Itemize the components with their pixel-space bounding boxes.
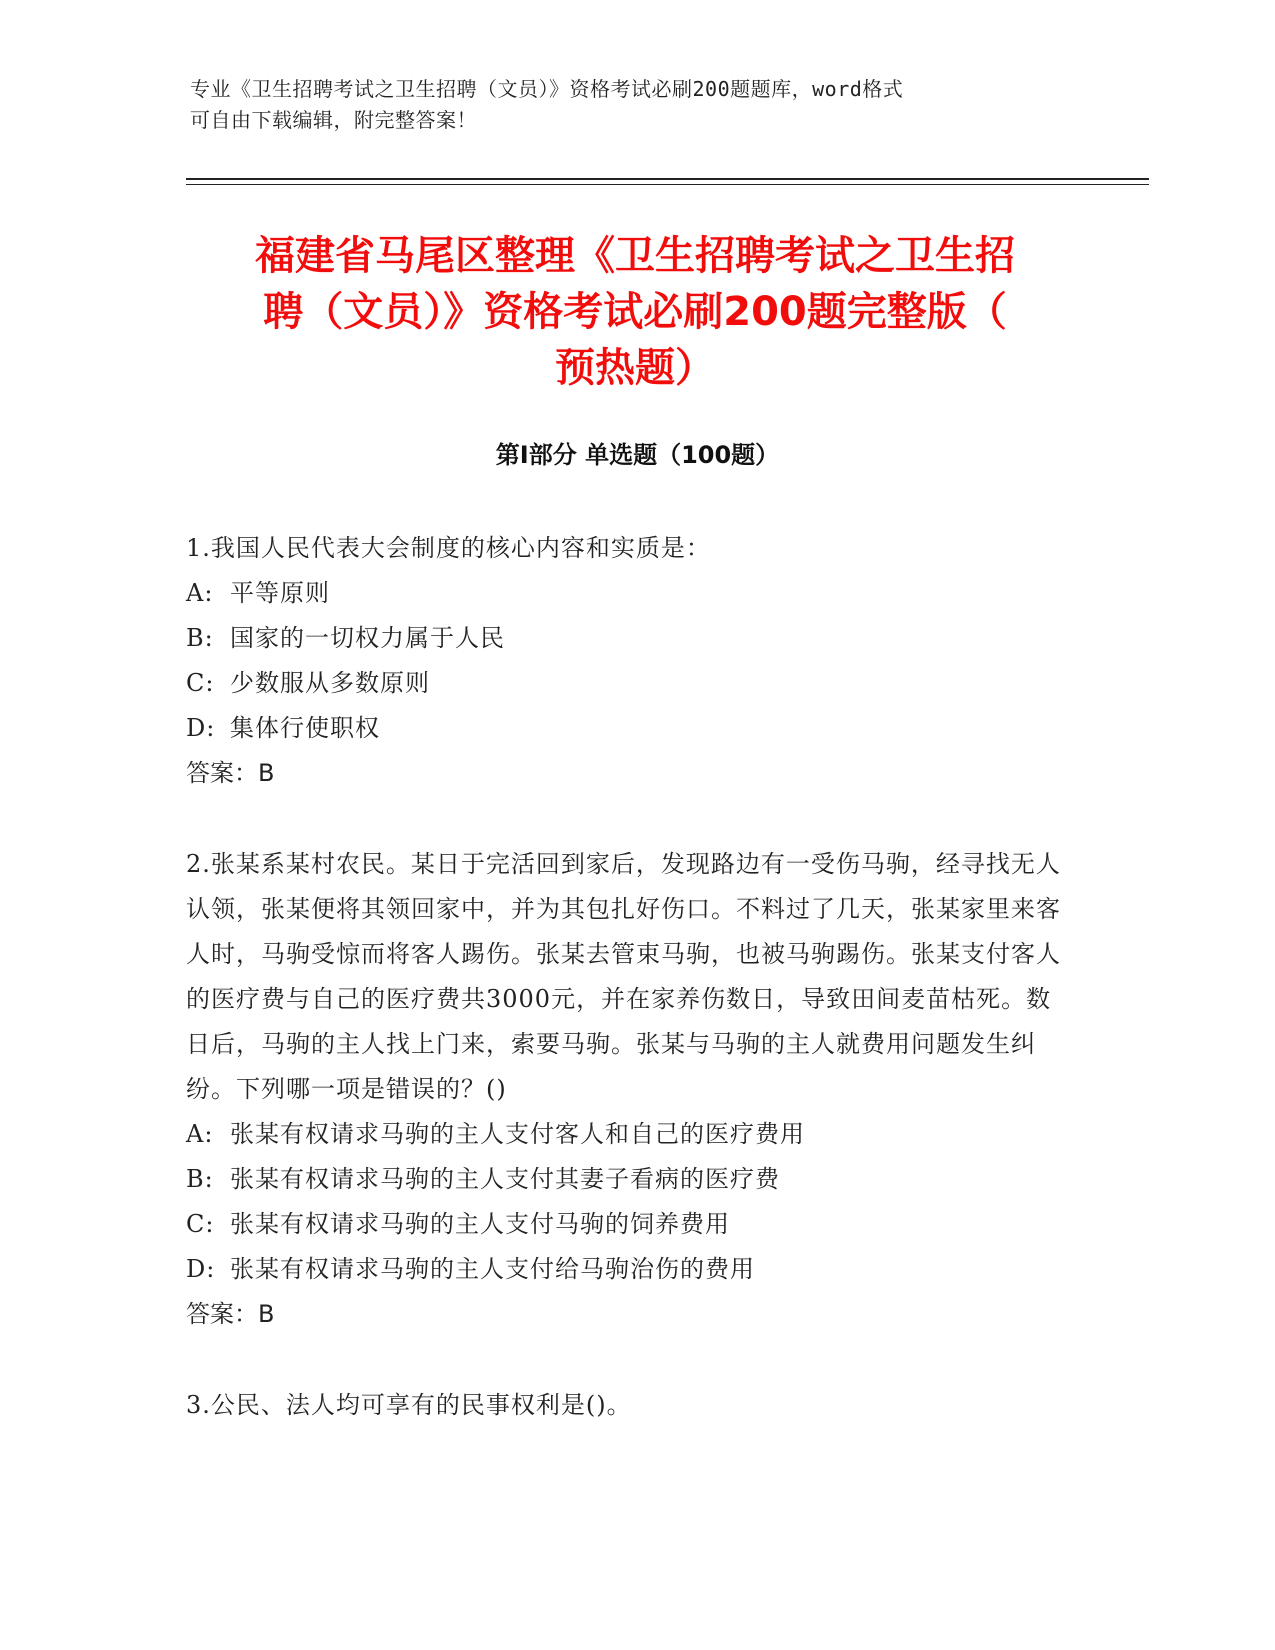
option-text: 少数服从多数原则 bbox=[230, 669, 430, 697]
option-key: B: bbox=[186, 1165, 214, 1193]
option-b bbox=[186, 616, 1066, 661]
option-d bbox=[186, 706, 1066, 751]
option-text: 集体行使职权 bbox=[230, 714, 380, 742]
option-b bbox=[186, 1157, 1066, 1202]
question-3 bbox=[186, 1383, 1066, 1428]
option-text: 张某有权请求马驹的主人支付给马驹治伤的费用 bbox=[230, 1255, 755, 1283]
option-key: D: bbox=[186, 1255, 216, 1283]
header-note bbox=[190, 74, 1070, 136]
question-2 bbox=[186, 842, 1066, 1337]
option-d bbox=[186, 1247, 1066, 1292]
option-key: D: bbox=[186, 714, 216, 742]
option-key: C: bbox=[186, 669, 215, 697]
document-title-line-1: 福建省马尾区整理《卫生招聘考试之卫生招 bbox=[255, 233, 1015, 279]
option-key: B: bbox=[186, 624, 214, 652]
header-rule bbox=[186, 178, 1149, 180]
option-a bbox=[186, 1112, 1066, 1157]
option-key: A: bbox=[186, 579, 214, 607]
option-text: 平等原则 bbox=[230, 579, 330, 607]
option-key: C: bbox=[186, 1210, 215, 1238]
question-stem: 2.张某系某村农民。某日于完活回到家后，发现路边有一受伤马驹，经寻找无人认领，张某便将其领回家中，并为其包扎好伤口。不料过了几天，张某家里来客人时，马驹受惊而将客人踢伤。张某去管束马驹，也被马驹踢伤。张某支付客人的医疗费与自己的医疗费共3000元，并在家养伤数日，导致田间麦苗枯死。数日后，马驹的主人找上门来，索要马驹。张某与马驹的主人就费用问题发生纠纷。下列哪一项是错误的？() bbox=[186, 850, 1061, 1103]
section-heading: 第Ⅰ部分 单选题（100题） bbox=[495, 441, 780, 469]
question-stem: 3.公民、法人均可享有的民事权利是()。 bbox=[186, 1391, 632, 1419]
option-text: 张某有权请求马驹的主人支付其妻子看病的医疗费 bbox=[230, 1165, 780, 1193]
answer: 答案：B bbox=[186, 759, 275, 787]
question-stem: 1.我国人民代表大会制度的核心内容和实质是： bbox=[186, 534, 711, 562]
header-note-line-1: 专业《卫生招聘考试之卫生招聘（文员）》资格考试必刷200题题库，word格式 bbox=[190, 77, 904, 101]
header-note-line-2: 可自由下载编辑，附完整答案！ bbox=[190, 108, 477, 132]
option-text: 国家的一切权力属于人民 bbox=[230, 624, 505, 652]
answer: 答案：B bbox=[186, 1300, 275, 1328]
option-c bbox=[186, 1202, 1066, 1247]
header-rule-thin bbox=[186, 184, 1149, 185]
option-text: 张某有权请求马驹的主人支付马驹的饲养费用 bbox=[230, 1210, 730, 1238]
option-text: 张某有权请求马驹的主人支付客人和自己的医疗费用 bbox=[230, 1120, 805, 1148]
document-title-line-2: 聘（文员）》资格考试必刷200题完整版（ bbox=[263, 289, 1007, 335]
option-key: A: bbox=[186, 1120, 214, 1148]
option-a bbox=[186, 571, 1066, 616]
question-list bbox=[186, 526, 1066, 1474]
question-1 bbox=[186, 526, 1066, 796]
document-title-line-3: 预热题） bbox=[555, 345, 715, 391]
option-c bbox=[186, 661, 1066, 706]
document-title bbox=[190, 228, 1080, 396]
